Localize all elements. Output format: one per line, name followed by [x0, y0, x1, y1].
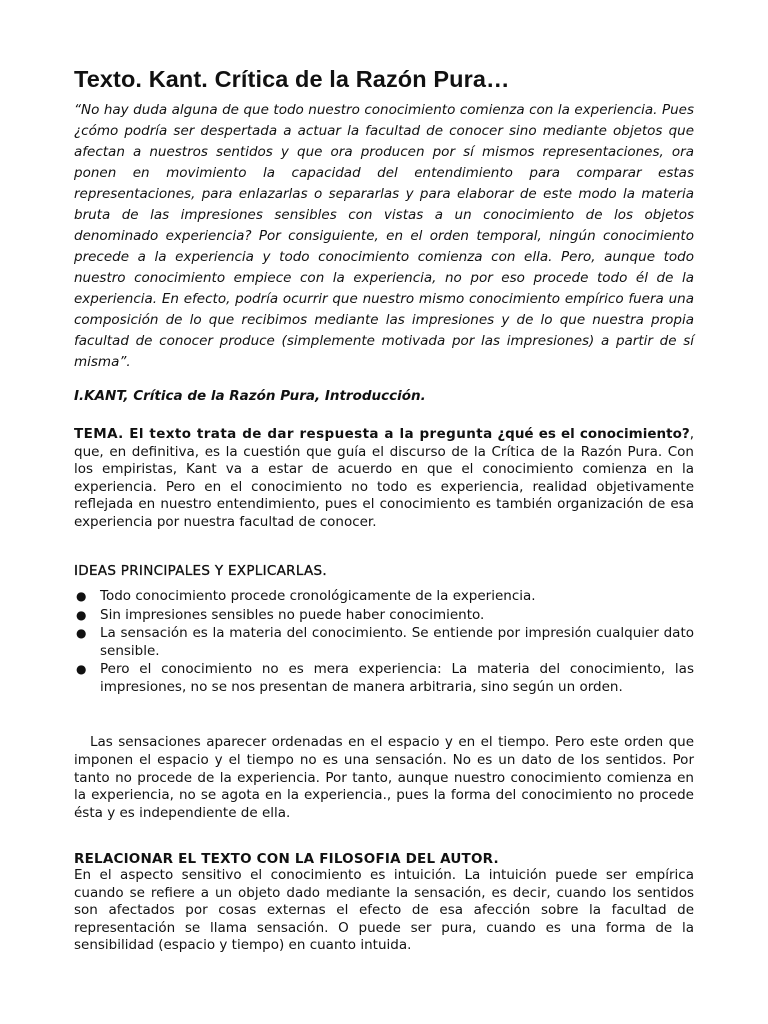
ideas-list [74, 588, 694, 698]
tema-lead: TEMA. El texto trata de dar respuesta a la pregunta [74, 426, 493, 442]
list-item-text: Pero el conocimiento no es mera experiencia: La materia del conocimiento, las impresiones, no se nos presentan de manera arbitraria, sino según un orden. [100, 661, 694, 695]
list-item-text: Sin impresiones sensibles no puede haber conocimiento. [100, 606, 485, 623]
bullet-icon: ● [76, 662, 87, 677]
relation-paragraph: En el aspecto sensitivo el conocimiento es intuición. La intuición puede ser empírica cuando se refiere a un objeto dado mediante la sensación, es decir, cuando los sentidos son afectados por cosas externas el efecto de esa afección sobre la facultad de representación se llama sensación. O puede ser pura, cuando es una forma de la sensibilidad (espacio y tiempo) en cuanto intuida. [74, 867, 694, 954]
list-item-text: Todo conocimiento procede cronológicamente de la experiencia. [100, 588, 536, 604]
list-item [74, 588, 694, 606]
tema-body: , que, en definitiva, es la cuestión que guía el discurso de la Crítica de la Razón Pura. Con los empiristas, Kant va a estar de acuerdo en que el conocimiento comienza en la experiencia. Pero en el conocimiento no todo es experiencia, realidad objetivamente reflejada en nuestro entendimiento, pues el conocimiento es también organización de esa experiencia por nuestra facultad de conocer. [74, 426, 694, 530]
relation-heading: RELACIONAR EL TEXTO CON LA FILOSOFIA DEL AUTOR. [74, 851, 499, 867]
list-item-text: La sensación es la materia del conocimiento. Se entiende por impresión cualquier dato sensible. [100, 625, 694, 659]
list-item [74, 661, 694, 696]
list-item [74, 625, 694, 660]
document-title: Texto. Kant. Crítica de la Razón Pura… [74, 66, 510, 92]
sensations-paragraph: Las sensaciones aparecer ordenadas en el espacio y en el tiempo. Pero este orden que imponen el espacio y el tiempo no es una sensación. No es un dato de los sentidos. Por tanto no procede de la experiencia. Por tanto, aunque nuestro conocimiento comienza en la experiencia, no se agota en la experiencia., pues la forma del conocimiento no procede ésta y es independiente de ella. [74, 734, 694, 822]
quote-citation: I.KANT, Crítica de la Razón Pura, Introducción. [74, 388, 426, 404]
list-item [74, 607, 694, 625]
ideas-heading: IDEAS PRINCIPALES Y EXPLICARLAS. [74, 563, 327, 579]
bullet-icon: ● [76, 626, 87, 641]
bullet-icon: ● [76, 589, 87, 603]
kant-quote: “No hay duda alguna de que todo nuestro conocimiento comienza con la experiencia. Pues ¿cómo podría ser despertada a actuar la facultad de conocer sino mediante objetos que afectan a nuestros sentidos y que ora producen por sí mismos representaciones, ora ponen en movimiento la capacidad del entendimiento para comparar estas representaciones, para enlazarlas o separarlas y para elaborar de este modo la materia bruta de las impresiones sensibles con vistas a un conocimiento de los objetos denominado experiencia? Por consiguiente, en el orden temporal, ningún conocimiento precede a la experiencia y todo conocimiento comienza con ella. Pero, aunque todo nuestro conocimiento empiece con la experiencia, no por eso procede todo él de la experiencia. En efecto, podría ocurrir que nuestro mismo conocimiento empírico fuera una composición de lo que recibimos mediante las impresiones y de lo que nuestra propia facultad de conocer produce (simplemente motivada por las impresiones) a partir de sí misma”. [74, 102, 694, 370]
bullet-icon: ● [76, 607, 87, 622]
tema-paragraph [74, 426, 694, 532]
tema-question: ¿qué es el conocimiento? [497, 426, 690, 442]
